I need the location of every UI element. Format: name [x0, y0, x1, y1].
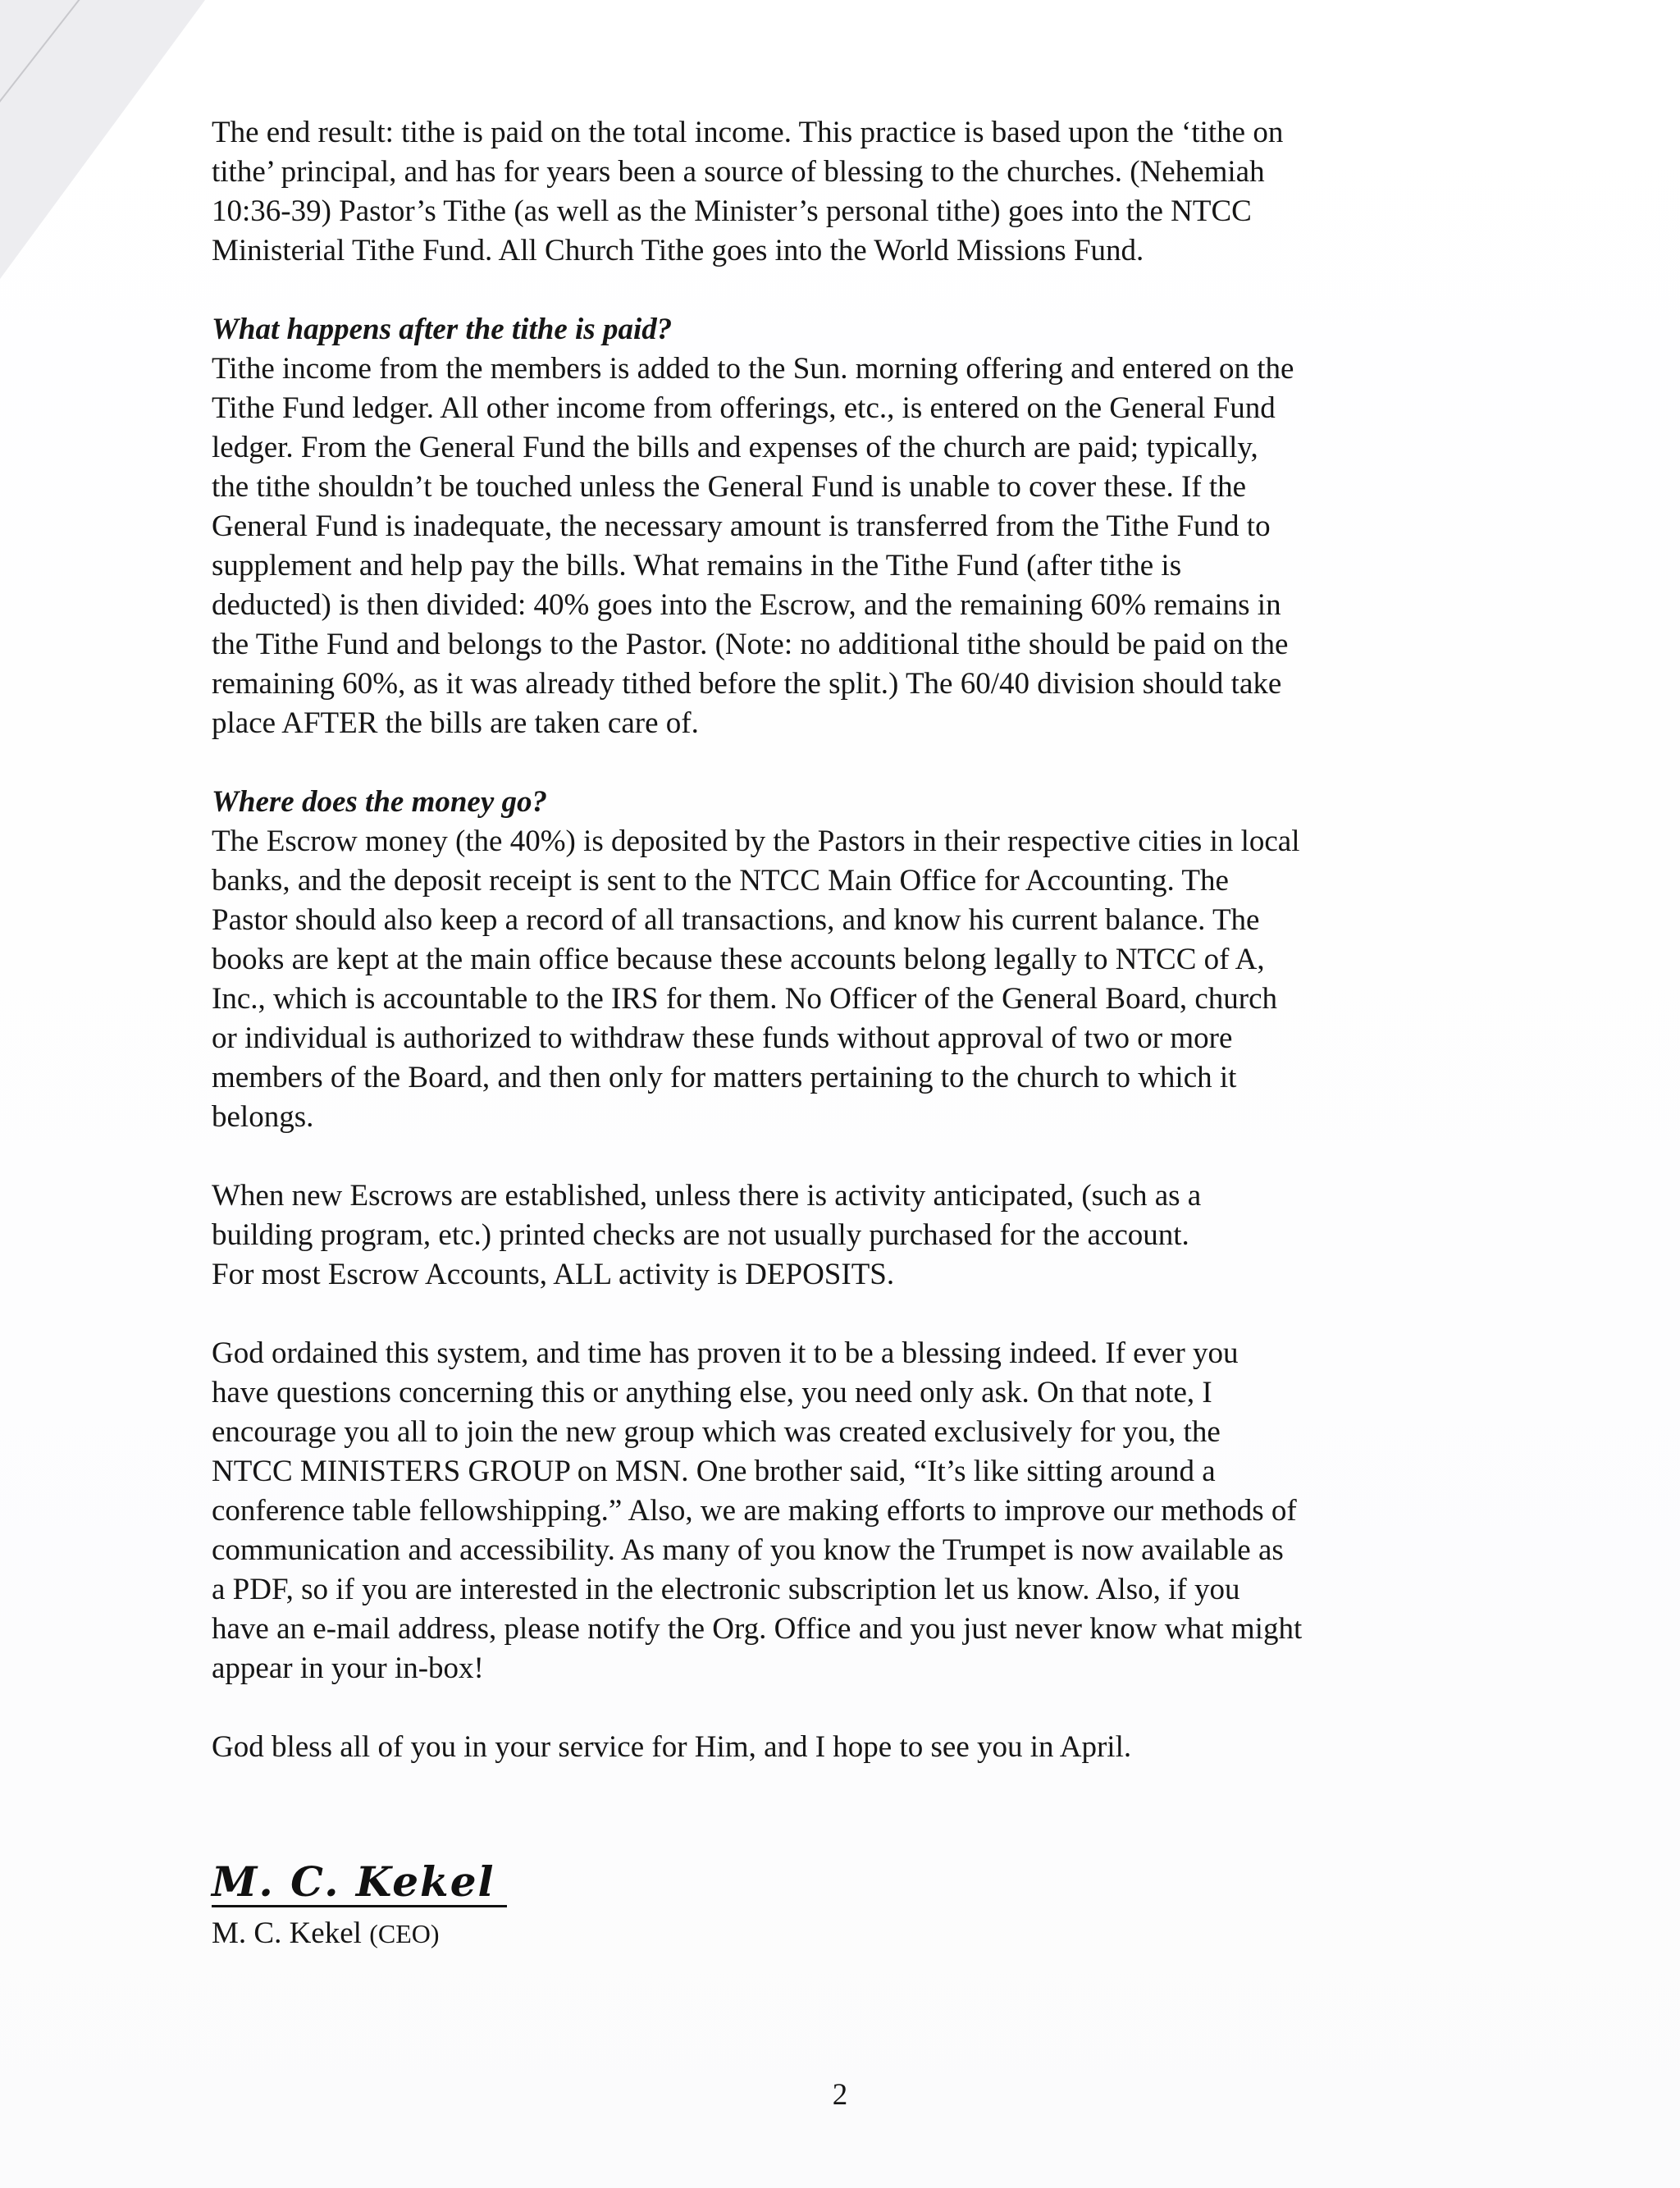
letter-body	[212, 113, 1442, 1953]
escrow-paragraph: When new Escrows are established, unless there is activity anticipated, (such as a building program, etc.) printed checks are not usually purchased for the account. For most Escrow Accounts, ALL activity is DEPOSITS.	[212, 1179, 1202, 1291]
money-paragraph: The Escrow money (the 40%) is deposited by the Pastors in their respective cities in local banks, and the deposit receipt is sent to the NTCC Main Office for Accounting. The Pastor should also keep a record of all transactions, and know his current balance. The books are kept at the main office because these accounts belong legally to NTCC of A, Inc., which is accountable to the IRS for them. No Officer of the General Board, church or individual is authorized to withdraw these funds without approval of two or more members of the Board, and then only for matters pertaining to the church to which it belongs.	[212, 824, 1300, 1134]
heading-after-tithe: What happens after the tithe is paid?	[212, 313, 673, 346]
after-tithe-paragraph: Tithe income from the members is added to the Sun. morning offering and entered on the Tithe Fund ledger. All other income from offerings, etc., is entered on the General Fund ledger. From the General Fund the bills and expenses of the church are paid; typically, the tithe shouldn’t be touched unless the General Fund is unable to cover these. If the General Fund is inadequate, the necessary amount is transferred from the Tithe Fund to supplement and help pay the bills. What remains in the Tithe Fund (after tithe is deducted) is then divided: 40% goes into the Escrow, and the remaining 60% remains in the Tithe Fund and belongs to the Pastor. (Note: no additional tithe should be paid on the remaining 60%, as it was already tithed before the split.) The 60/40 division should take place AFTER the bills are taken care of.	[212, 352, 1294, 740]
paragraph-spacer	[212, 1137, 1442, 1176]
closing-paragraph: God ordained this system, and time has proven it to be a blessing indeed. If ever you have questions concerning this or anything else, you need only ask. On that note, I encourage you all to join the new group which was created exclusively for you, the NTCC MINISTERS GROUP on MSN. One brother said, “It’s like sitting around a conference table fellowshipping.” Also, we are making efforts to improve our methods of communication and accessibility. As many of you know the Trumpet is now available as a PDF, so if you are interested in the electronic subscription let us know. Also, if you have an e-mail address, please notify the Org. Office and you just never know what might appear in your in-box!	[212, 1336, 1303, 1685]
paragraph-spacer	[212, 743, 1442, 783]
signer-block	[212, 1914, 1442, 1953]
heading-money: Where does the money go?	[212, 785, 548, 819]
handwritten-signature: M. C. Kekel	[212, 1859, 507, 1907]
folded-corner	[0, 0, 205, 279]
blessing-line: God bless all of you in your service for Him, and I hope to see you in April.	[212, 1730, 1132, 1764]
signer-title: (CEO)	[369, 1919, 440, 1948]
paragraph-spacer	[212, 271, 1442, 310]
intro-paragraph: The end result: tithe is paid on the total income. This practice is based upon the ‘tithe on tithe’ principal, and has for years been a source of blessing to the churches. (Nehemiah 10:36-39) Pastor’s Tithe (as well as the Minister’s personal tithe) goes into the NTCC Ministerial Tithe Fund. All Church Tithe goes into the World Missions Fund.	[212, 116, 1284, 267]
signer-name: M. C. Kekel	[212, 1916, 362, 1950]
paragraph-spacer	[212, 1688, 1442, 1728]
paragraph-spacer	[212, 1295, 1442, 1334]
page-number: 2	[832, 2078, 848, 2112]
